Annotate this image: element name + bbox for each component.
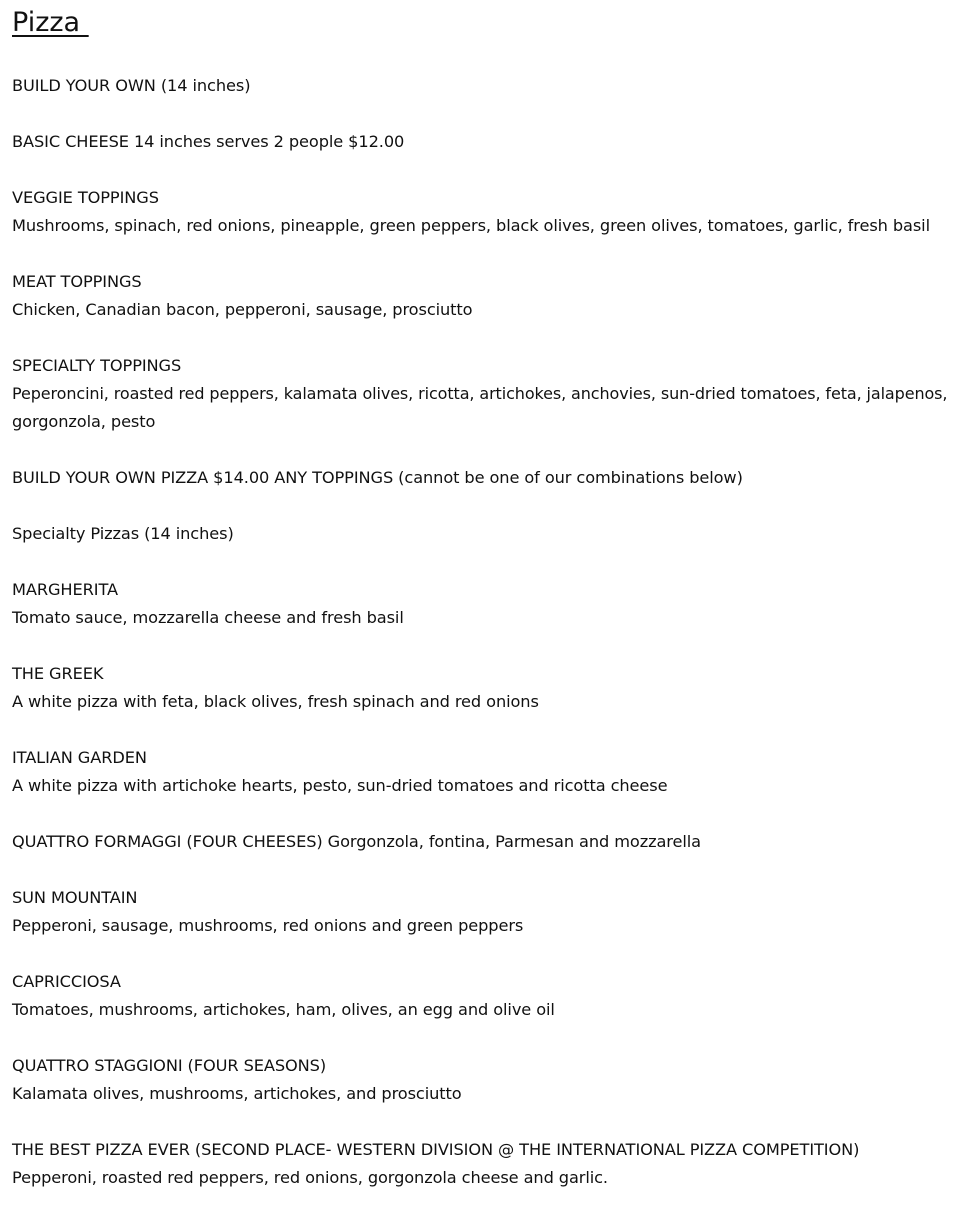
veggie-toppings-heading: VEGGIE TOPPINGS <box>12 188 159 207</box>
pizza-description: A white pizza with feta, black olives, fresh spinach and red onions <box>12 692 539 711</box>
pizza-description: Tomatoes, mushrooms, artichokes, ham, olives, an egg and olive oil <box>12 1000 555 1019</box>
meat-toppings-heading: MEAT TOPPINGS <box>12 272 142 291</box>
build-your-own-heading: BUILD YOUR OWN (14 inches) <box>12 76 251 95</box>
pizza-name: THE BEST PIZZA EVER (SECOND PLACE- WESTERN DIVISION @ THE INTERNATIONAL PIZZA COMPETITION) <box>12 1140 860 1159</box>
specialty-pizzas-heading: Specialty Pizzas (14 inches) <box>12 524 234 543</box>
pizza-name: QUATTRO FORMAGGI (FOUR CHEESES) Gorgonzola, fontina, Parmesan and mozzarella <box>12 832 701 851</box>
build-your-own-pizza-line: BUILD YOUR OWN PIZZA $14.00 ANY TOPPINGS (cannot be one of our combinations below) <box>12 468 743 487</box>
pizza-description: Tomato sauce, mozzarella cheese and fresh basil <box>12 608 404 627</box>
pizza-name: ITALIAN GARDEN <box>12 748 147 767</box>
page-title: Pizza <box>12 7 89 38</box>
meat-toppings-list: Chicken, Canadian bacon, pepperoni, sausage, prosciutto <box>12 300 473 319</box>
specialty-toppings-list-line1: Peperoncini, roasted red peppers, kalamata olives, ricotta, artichokes, anchovies, sun-dried tomatoes, feta, jalapenos, <box>12 384 948 403</box>
pizza-description: Pepperoni, sausage, mushrooms, red onions and green peppers <box>12 916 524 935</box>
pizza-name: MARGHERITA <box>12 580 118 599</box>
specialty-toppings-heading: SPECIALTY TOPPINGS <box>12 356 182 375</box>
pizza-name: CAPRICCIOSA <box>12 972 121 991</box>
veggie-toppings-list: Mushrooms, spinach, red onions, pineapple, green peppers, black olives, green olives, tomatoes, garlic, fresh basil <box>12 216 930 235</box>
pizza-name: SUN MOUNTAIN <box>12 888 138 907</box>
basic-cheese-line: BASIC CHEESE 14 inches serves 2 people $12.00 <box>12 132 405 151</box>
pizza-description: A white pizza with artichoke hearts, pesto, sun-dried tomatoes and ricotta cheese <box>12 776 668 795</box>
pizza-description: Kalamata olives, mushrooms, artichokes, and prosciutto <box>12 1084 462 1103</box>
pizza-description: Pepperoni, roasted red peppers, red onions, gorgonzola cheese and garlic. <box>12 1168 608 1187</box>
specialty-toppings-list-line2: gorgonzola, pesto <box>12 412 156 431</box>
pizza-name: QUATTRO STAGGIONI (FOUR SEASONS) <box>12 1056 327 1075</box>
pizza-name: THE GREEK <box>12 664 104 683</box>
